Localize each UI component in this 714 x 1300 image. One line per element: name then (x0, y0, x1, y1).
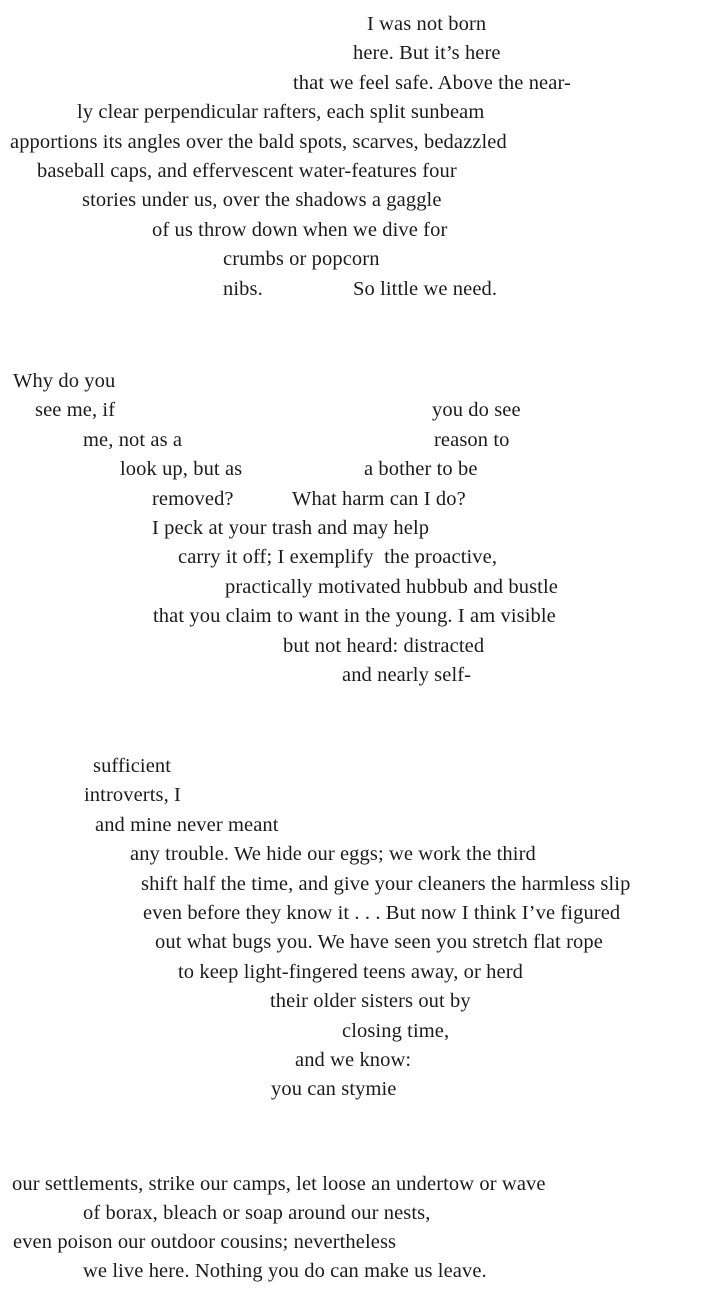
poem-line: crumbs or popcorn (223, 248, 380, 270)
poem-line: a bother to be (364, 458, 478, 480)
poem-line: that we feel safe. Above the near- (293, 72, 571, 94)
poem-line: our settlements, strike our camps, let loose an undertow or wave (12, 1173, 546, 1195)
poem-line: baseball caps, and effervescent water-features four (37, 160, 457, 182)
poem-line: look up, but as (120, 458, 243, 480)
poem-line: Why do you (13, 370, 116, 392)
poem-line: any trouble. We hide our eggs; we work the third (130, 843, 536, 865)
poem-line: removed? (152, 488, 234, 510)
poem-line: shift half the time, and give your cleaners the harmless slip (141, 873, 631, 895)
poem-line: introverts, I (84, 784, 181, 806)
poem-line: their older sisters out by (270, 990, 471, 1012)
poem-line: I was not born (367, 13, 487, 35)
poem-line: So little we need. (353, 278, 498, 300)
poem-line: and mine never meant (95, 814, 279, 836)
poem-line: stories under us, over the shadows a gaggle (82, 189, 442, 211)
poem-line: we live here. Nothing you do can make us leave. (83, 1260, 487, 1282)
poem-line: and we know: (295, 1049, 412, 1071)
poem-line: What harm can I do? (292, 488, 466, 510)
poem-line: but not heard: distracted (283, 635, 485, 657)
poem-line: me, not as a (83, 429, 183, 451)
poem-line: even before they know it . . . But now I think I’ve figured (143, 902, 621, 924)
poem-line: to keep light-fingered teens away, or herd (178, 961, 523, 983)
poem-line: and nearly self- (342, 664, 472, 686)
poem-line: you do see (432, 399, 521, 421)
poem-line: here. But it’s here (353, 42, 501, 64)
poem-line: practically motivated hubbub and bustle (225, 576, 558, 598)
poem-line: ly clear perpendicular rafters, each split sunbeam (77, 101, 485, 123)
poem-line: sufficient (93, 755, 172, 777)
poem-line: out what bugs you. We have seen you stretch flat rope (155, 931, 603, 953)
poem-line: of us throw down when we dive for (152, 219, 448, 241)
poem-line: even poison our outdoor cousins; nevertheless (13, 1231, 397, 1253)
poem-line: closing time, (342, 1020, 450, 1042)
poem-line: nibs. (223, 278, 263, 300)
poem-line: see me, if (35, 399, 116, 421)
poem-line: reason to (434, 429, 510, 451)
poem-line: you can stymie (271, 1078, 397, 1100)
poem-line: of borax, bleach or soap around our nests, (83, 1202, 431, 1224)
poem-line: apportions its angles over the bald spots, scarves, bedazzled (10, 131, 507, 153)
poem-line: carry it off; I exemplify the proactive, (178, 546, 498, 568)
poem-line: that you claim to want in the young. I am visible (153, 605, 556, 627)
poem-line: I peck at your trash and may help (152, 517, 430, 539)
